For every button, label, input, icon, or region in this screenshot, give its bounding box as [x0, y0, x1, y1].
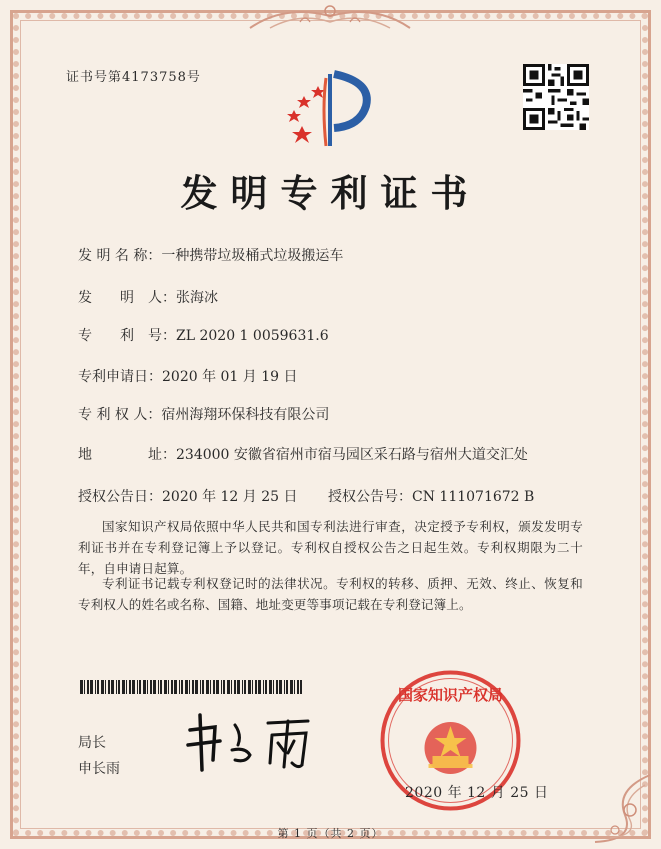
handwritten-signature-icon: [180, 705, 330, 775]
field-value: 2020 年 01 月 19 日: [162, 369, 298, 385]
field-label: 专 利 号：: [78, 328, 176, 344]
field-value: 张海冰: [176, 290, 218, 306]
field-value: 234000 安徽省宿州市宿马园区采石路与宿州大道交汇处: [176, 447, 528, 463]
field-filing-date: [78, 366, 298, 386]
field-patent-number: [78, 325, 329, 345]
field-value: CN 111071672 B: [412, 489, 535, 505]
field-label: 专利申请日：: [78, 369, 162, 385]
field-label: 地 址：: [78, 447, 176, 463]
field-grant-date: [78, 486, 298, 506]
director-name: 申长雨: [78, 761, 120, 777]
field-grant-number: [328, 486, 534, 506]
field-address: [78, 444, 528, 464]
field-value: 宿州海翔环保科技有限公司: [161, 407, 330, 423]
paragraph-grant-statement: 国家知识产权局依照中华人民共和国专利法进行审查，决定授予专利权，颁发发明专利证书并在专利登记簿上予以登记。专利权自授权公告之日起生效。专利权期限为二十年，自申请日起算。: [78, 519, 583, 576]
seal-text: 国家知识产权局: [397, 686, 504, 704]
paragraph-legal-status: 专利证书记载专利权登记时的法律状况。专利权的转移、质押、无效、终止、恢复和专利权人的姓名或名称、国籍、地址变更等事项记载在专利登记簿上。: [78, 576, 583, 612]
field-label: 发 明 人：: [78, 290, 176, 306]
field-invention-name: [78, 245, 343, 265]
director-title: 局长: [78, 735, 106, 751]
field-label: 授权公告日：: [78, 489, 162, 505]
cnipa-logo-icon: [282, 68, 377, 148]
barcode-icon: [80, 680, 302, 694]
qr-code-icon: [523, 64, 589, 130]
issue-date: 2020 年 12 月 25 日: [405, 785, 549, 801]
field-value: ZL 2020 1 0059631.6: [176, 328, 329, 344]
certificate-number: 证书号第4173758号: [66, 70, 201, 85]
field-label: 发 明 名 称：: [78, 248, 162, 264]
field-value: 一种携带垃圾桶式垃圾搬运车: [161, 248, 344, 264]
field-value: 2020 年 12 月 25 日: [162, 489, 298, 505]
top-ornament-icon: [240, 2, 420, 30]
field-inventor: [78, 287, 218, 307]
page-number: 第 1 页（共 2 页）: [277, 827, 384, 840]
field-patentee: [78, 404, 329, 424]
document-title: 发明专利证书: [180, 171, 481, 215]
field-label: 专 利 权 人：: [78, 407, 162, 423]
field-label: 授权公告号：: [328, 489, 412, 505]
